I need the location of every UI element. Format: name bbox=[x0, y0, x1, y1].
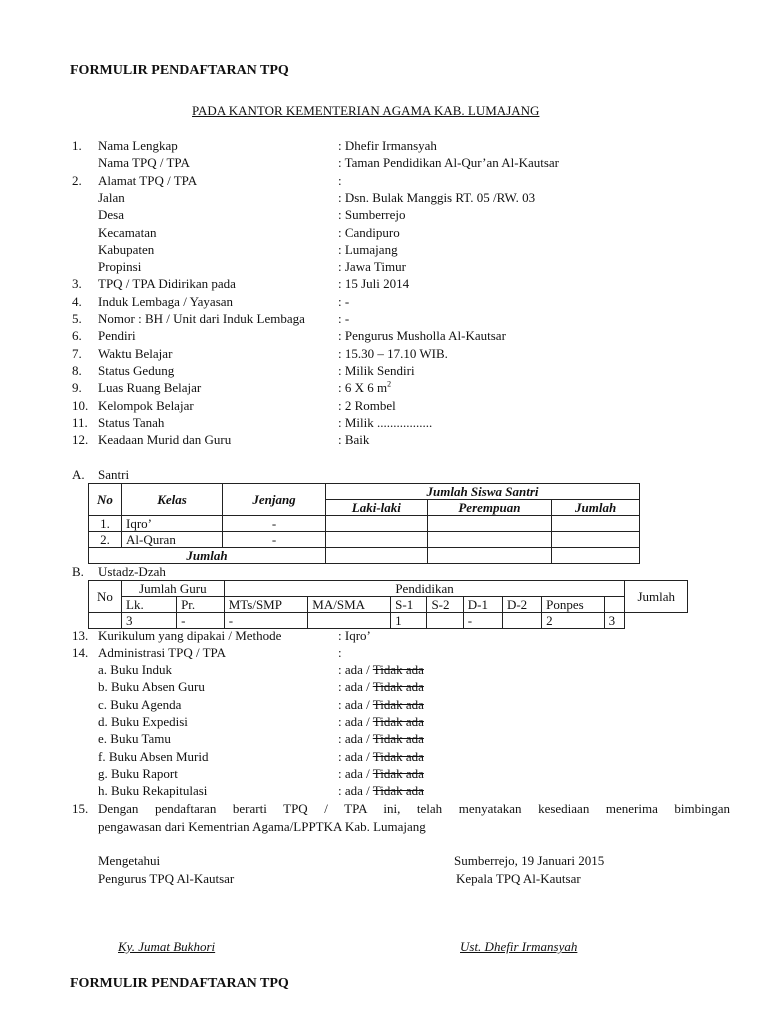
cell-s2 bbox=[427, 613, 463, 629]
admin-item-label: h. Buku Rekapitulasi bbox=[98, 783, 208, 799]
sign-right-line2: Kepala TPQ Al-Kautsar bbox=[456, 871, 581, 886]
ada-text: : ada / bbox=[338, 765, 373, 781]
field-num: 4. bbox=[72, 293, 82, 309]
col-kelas: Kelas bbox=[122, 484, 223, 516]
section-a-label: Santri bbox=[98, 467, 130, 482]
field-value bbox=[338, 379, 391, 396]
field-value-text: : Dsn. Bulak Manggis RT. 05 /RW. 03 bbox=[338, 189, 536, 205]
cell-perempuan bbox=[427, 516, 551, 532]
cell-s1: 1 bbox=[391, 613, 427, 629]
cell-pr: - bbox=[177, 613, 225, 629]
sign-left-line1: Mengetahui bbox=[98, 853, 161, 868]
field-label: Luas Ruang Belajar bbox=[98, 380, 202, 396]
col-pendidikan: Pendidikan bbox=[224, 581, 625, 597]
tidak-ada-text: Tidak ada bbox=[372, 765, 424, 781]
ada-text: : ada / bbox=[338, 662, 373, 677]
field-num: 12. bbox=[72, 432, 89, 448]
sign-right-line1: Sumberrejo, 19 Januari 2015 bbox=[454, 853, 605, 868]
field-label: Status Tanah bbox=[98, 414, 165, 430]
col-perempuan: Perempuan bbox=[427, 500, 551, 516]
cell-lk: 3 bbox=[122, 613, 177, 629]
field-value bbox=[338, 293, 349, 310]
field-num: 2. bbox=[72, 172, 82, 188]
admin-item-label: b. Buku Absen Guru bbox=[98, 679, 205, 695]
field-value bbox=[338, 275, 409, 292]
field-value-text: : 15.30 – 17.10 WIB. bbox=[338, 345, 448, 361]
field-value-text: : Sumberrejo bbox=[338, 207, 406, 223]
field-num: 9. bbox=[72, 380, 82, 396]
col-ma: MA/SMA bbox=[308, 597, 391, 613]
field-value bbox=[338, 397, 396, 414]
sign-left-line2: Pengurus TPQ Al-Kautsar bbox=[98, 871, 235, 886]
field-value bbox=[338, 327, 506, 344]
admin-item-value bbox=[338, 730, 424, 747]
form-subtitle: PADA KANTOR KEMENTERIAN AGAMA KAB. LUMAJANG bbox=[192, 103, 540, 118]
section-b-label: Ustadz-Dzah bbox=[98, 564, 166, 579]
field-label: Waktu Belajar bbox=[98, 345, 173, 361]
cell-mts: - bbox=[224, 613, 308, 629]
field-label: TPQ / TPA Didirikan pada bbox=[98, 276, 236, 292]
col-pr: Pr. bbox=[177, 597, 225, 613]
admin-item-label: f. Buku Absen Murid bbox=[98, 748, 209, 764]
col-d1: D-1 bbox=[463, 597, 502, 613]
ada-text: : ada / bbox=[338, 713, 373, 729]
col-lk: Lk. bbox=[122, 597, 177, 613]
sign-right-name: Ust. Dhefir Irmansyah bbox=[460, 939, 578, 954]
admin-item-label: g. Buku Raport bbox=[98, 765, 178, 781]
cell-jumlah bbox=[552, 532, 640, 548]
form-title: FORMULIR PENDAFTARAN TPQ bbox=[70, 63, 289, 78]
field-label: Alamat TPQ / TPA bbox=[98, 172, 198, 188]
field-value bbox=[338, 224, 400, 241]
field-label: Jalan bbox=[98, 189, 125, 205]
tidak-ada-text: Tidak ada bbox=[372, 783, 424, 799]
item-14-label: Administrasi TPQ / TPA bbox=[98, 645, 226, 660]
col-jumlah-siswa: Jumlah Siswa Santri bbox=[326, 484, 640, 500]
item-15-num: 15. bbox=[72, 801, 89, 816]
tidak-ada-text: Tidak ada bbox=[372, 731, 424, 747]
field-num: 3. bbox=[72, 276, 82, 292]
item-15-line1: Dengan pendaftaran berarti TPQ / TPA ini, telah menyatakan kesediaan menerima bimbingan bbox=[98, 801, 730, 816]
cell-no: 1. bbox=[89, 516, 122, 532]
cell-d2 bbox=[502, 613, 541, 629]
table-total-row bbox=[89, 548, 640, 564]
admin-item-label: a. Buku Induk bbox=[98, 662, 173, 677]
field-label: Propinsi bbox=[98, 259, 142, 275]
col-jumlah: Jumlah bbox=[552, 500, 640, 516]
field-value-text: : Lumajang bbox=[338, 241, 398, 257]
cell-laki bbox=[326, 532, 428, 548]
santri-table bbox=[88, 483, 640, 564]
table-row bbox=[89, 516, 640, 532]
col-jumlah-guru: Jumlah Guru bbox=[122, 581, 225, 597]
field-value bbox=[338, 206, 406, 223]
field-num: 1. bbox=[72, 138, 82, 153]
tidak-ada-text: Tidak ada bbox=[372, 679, 424, 695]
field-value-text: : 2 Rombel bbox=[338, 397, 396, 413]
item-13-value: : Iqro’ bbox=[338, 628, 371, 643]
col-jenjang: Jenjang bbox=[223, 484, 326, 516]
cell-no: 2. bbox=[89, 532, 122, 548]
admin-item-value bbox=[338, 765, 424, 782]
field-value-text: : Dhefir Irmansyah bbox=[338, 138, 437, 153]
ada-text: : ada / bbox=[338, 783, 373, 799]
item-14-value: : bbox=[338, 645, 342, 660]
field-value-text: : Milik Sendiri bbox=[338, 362, 415, 378]
field-value bbox=[338, 189, 535, 206]
field-value-text: : - bbox=[338, 311, 350, 326]
admin-item-label: d. Buku Expedisi bbox=[98, 713, 188, 729]
item-13-label: Kurikulum yang dipakai / Methode bbox=[98, 628, 282, 643]
field-value bbox=[338, 345, 448, 362]
admin-item-label: c. Buku Agenda bbox=[98, 696, 182, 712]
sign-left-name: Ky. Jumat Bukhori bbox=[118, 939, 216, 954]
cell-jenjang: - bbox=[223, 516, 326, 532]
cell-total-laki bbox=[326, 548, 428, 564]
field-value-text: : Taman Pendidikan Al-Qur’an Al-Kautsar bbox=[338, 155, 560, 171]
admin-item-value bbox=[338, 782, 424, 799]
field-label: Kelompok Belajar bbox=[98, 397, 194, 413]
item-13-num: 13. bbox=[72, 628, 89, 643]
col-no: No bbox=[89, 581, 122, 613]
cell-ponpes: 2 bbox=[542, 613, 604, 629]
col-ponpes: Ponpes bbox=[542, 597, 604, 613]
field-value bbox=[338, 137, 437, 154]
field-label: Nama TPQ / TPA bbox=[98, 155, 190, 171]
field-value-text: : 15 Juli 2014 bbox=[338, 276, 410, 292]
field-label: Induk Lembaga / Yayasan bbox=[98, 293, 234, 309]
field-value bbox=[338, 241, 398, 258]
field-value bbox=[338, 310, 349, 327]
admin-item-value bbox=[338, 661, 424, 678]
field-value bbox=[338, 362, 415, 379]
ada-text: : ada / bbox=[338, 748, 373, 764]
admin-item-label: e. Buku Tamu bbox=[98, 731, 171, 747]
cell-d1: - bbox=[463, 613, 502, 629]
ada-text: : ada / bbox=[338, 696, 373, 712]
cell-jumlah: 3 bbox=[604, 613, 625, 629]
cell-laki bbox=[326, 516, 428, 532]
tidak-ada-text: Tidak ada bbox=[372, 748, 424, 764]
tidak-ada-text: Tidak ada bbox=[372, 713, 424, 729]
field-value bbox=[338, 172, 342, 189]
cell-total-label: Jumlah bbox=[89, 548, 326, 564]
section-b-letter: B. bbox=[72, 564, 84, 579]
item-15-line2: pengawasan dari Kementrian Agama/LPPTKA Kab. Lumajang bbox=[98, 819, 426, 834]
ada-text: : ada / bbox=[338, 679, 373, 695]
superscript: 2 bbox=[387, 379, 392, 389]
col-laki: Laki-laki bbox=[326, 500, 428, 516]
field-value bbox=[338, 258, 406, 275]
cell-perempuan bbox=[427, 532, 551, 548]
field-value-text: : Pengurus Musholla Al-Kautsar bbox=[338, 328, 506, 344]
cell-jumlah bbox=[552, 516, 640, 532]
field-label: Desa bbox=[98, 207, 124, 223]
field-num: 7. bbox=[72, 345, 82, 361]
table-row bbox=[89, 532, 640, 548]
field-value-text: : Candipuro bbox=[338, 224, 400, 240]
field-value bbox=[338, 431, 369, 448]
guru-table bbox=[88, 580, 688, 629]
section-a-letter: A. bbox=[72, 467, 85, 482]
field-value-text: : - bbox=[338, 293, 350, 309]
tidak-ada-text: Tidak ada bbox=[372, 696, 424, 712]
field-num: 10. bbox=[72, 397, 89, 413]
col-s1: S-1 bbox=[391, 597, 427, 613]
field-label: Status Gedung bbox=[98, 362, 175, 378]
field-label: Kabupaten bbox=[98, 241, 155, 257]
footer-title: FORMULIR PENDAFTARAN TPQ bbox=[70, 976, 289, 991]
tidak-ada-text: Tidak ada bbox=[372, 662, 424, 677]
field-value-text: : Baik bbox=[338, 432, 370, 448]
admin-item-value bbox=[338, 713, 424, 730]
field-num: 5. bbox=[72, 311, 82, 326]
cell-kelas: Al-Quran bbox=[122, 532, 223, 548]
admin-item-value bbox=[338, 748, 424, 765]
field-label: Pendiri bbox=[98, 328, 136, 344]
field-value bbox=[338, 154, 559, 171]
col-d2: D-2 bbox=[502, 597, 541, 613]
field-value-text: : Milik ................. bbox=[338, 414, 433, 430]
cell-jenjang: - bbox=[223, 532, 326, 548]
col-no: No bbox=[89, 484, 122, 516]
field-value-text: : 6 X 6 m bbox=[338, 380, 388, 396]
col-mts: MTs/SMP bbox=[224, 597, 308, 613]
field-label: Kecamatan bbox=[98, 224, 157, 240]
field-value-text: : Jawa Timur bbox=[338, 259, 406, 275]
field-num: 8. bbox=[72, 362, 82, 378]
ada-text: : ada / bbox=[338, 731, 373, 747]
cell-total-jumlah bbox=[552, 548, 640, 564]
field-label: Nama Lengkap bbox=[98, 138, 178, 153]
admin-item-value bbox=[338, 696, 424, 713]
item-14-num: 14. bbox=[72, 645, 89, 660]
field-value bbox=[338, 414, 432, 431]
field-label: Nomor : BH / Unit dari Induk Lembaga bbox=[98, 311, 305, 326]
col-jumlah: Jumlah bbox=[625, 581, 688, 613]
cell-kelas: Iqro’ bbox=[122, 516, 223, 532]
field-num: 11. bbox=[72, 414, 88, 430]
field-value-text: : bbox=[338, 172, 342, 188]
admin-item-value bbox=[338, 678, 424, 695]
field-num: 6. bbox=[72, 328, 82, 344]
col-s2: S-2 bbox=[427, 597, 463, 613]
cell-total-perempuan bbox=[427, 548, 551, 564]
field-label: Keadaan Murid dan Guru bbox=[98, 432, 232, 448]
